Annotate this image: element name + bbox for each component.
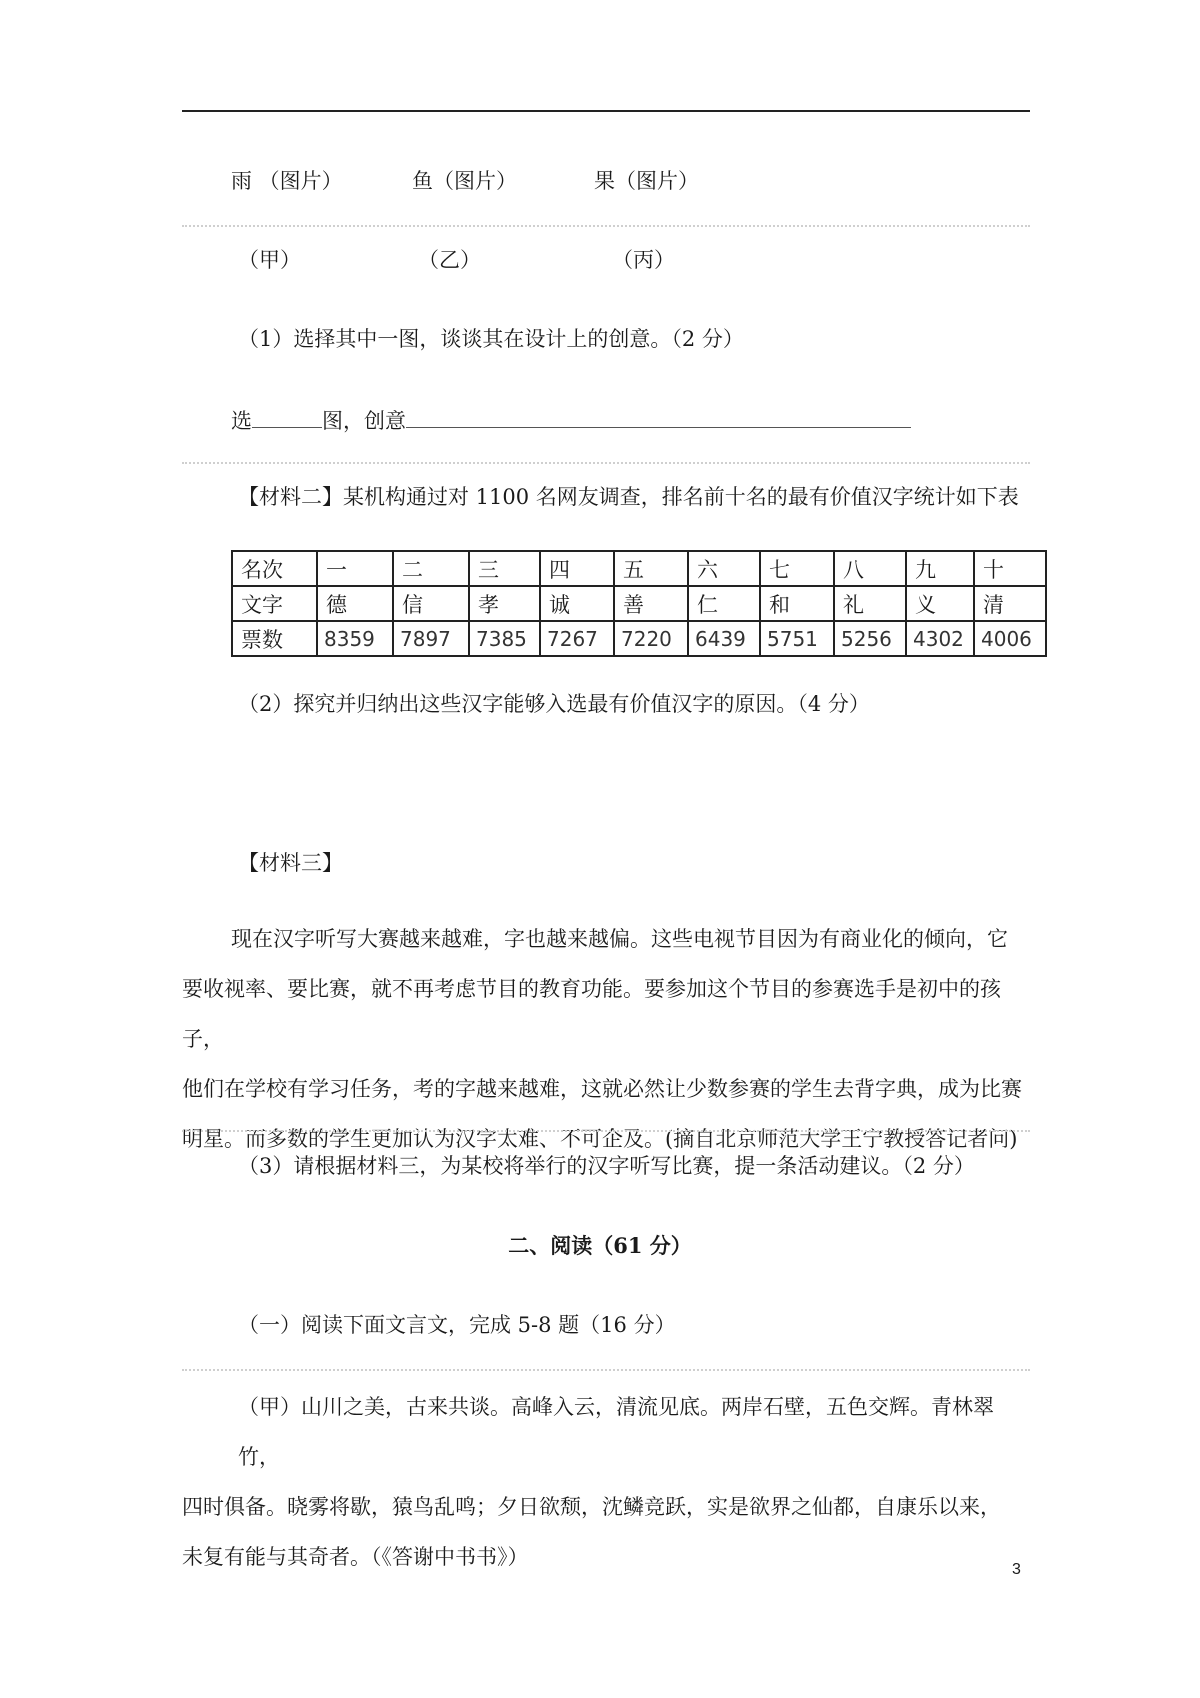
question-3: （3）请根据材料三，为某校将举行的汉字听写比赛，提一条活动建议。（2 分） bbox=[238, 1154, 975, 1178]
row-header: 票数 bbox=[232, 621, 317, 656]
dotted-divider bbox=[182, 1369, 1030, 1371]
image-caption-fish: 鱼（图片） bbox=[412, 169, 517, 193]
table-cell: 一 bbox=[317, 551, 393, 586]
header-rule bbox=[182, 110, 1030, 112]
table-cell: 八 bbox=[834, 551, 906, 586]
dotted-divider bbox=[182, 462, 1030, 464]
answer-mid-label: 图，创意 bbox=[322, 409, 406, 433]
passage-a bbox=[182, 1382, 1030, 1582]
answer-blank-choice[interactable] bbox=[252, 403, 322, 428]
table-cell: 义 bbox=[906, 586, 974, 621]
table-row bbox=[232, 621, 1046, 656]
table-cell: 七 bbox=[760, 551, 834, 586]
label-jia: （甲） bbox=[238, 248, 301, 272]
table-cell: 善 bbox=[614, 586, 688, 621]
table-cell: 二 bbox=[393, 551, 469, 586]
table-cell: 信 bbox=[393, 586, 469, 621]
table-cell: 仁 bbox=[688, 586, 760, 621]
table-cell: 五 bbox=[614, 551, 688, 586]
label-yi: （乙） bbox=[418, 248, 481, 272]
answer-select-label: 选 bbox=[231, 409, 252, 433]
material-3-title: 【材料三】 bbox=[238, 851, 343, 875]
material-2-intro: 【材料二】某机构通过对 1100 名网友调查，排名前十名的最有价值汉字统计如下表 bbox=[238, 485, 1019, 509]
image-caption-rain: 雨 （图片） bbox=[231, 169, 343, 193]
table-cell: 7897 bbox=[393, 621, 469, 656]
table-cell: 礼 bbox=[834, 586, 906, 621]
table-cell: 5751 bbox=[760, 621, 834, 656]
vote-table bbox=[231, 550, 1047, 657]
row-header: 文字 bbox=[232, 586, 317, 621]
table-cell: 清 bbox=[974, 586, 1046, 621]
material-3-line: 他们在学校有学习任务，考的字越来越难，这就必然让少数参赛的学生去背字典，成为比赛 bbox=[182, 1077, 1022, 1101]
table-cell: 诚 bbox=[540, 586, 614, 621]
material-3-line: 要收视率、要比赛，就不再考虑节目的教育功能。要参加这个节目的参赛选手是初中的孩子， bbox=[182, 977, 1001, 1051]
dotted-divider bbox=[182, 1130, 1030, 1132]
table-cell: 九 bbox=[906, 551, 974, 586]
material-3-line: 现在汉字听写大赛越来越难，字也越来越偏。这些电视节目因为有商业化的倾向，它 bbox=[231, 927, 1008, 951]
table-cell: 和 bbox=[760, 586, 834, 621]
table-cell: 十 bbox=[974, 551, 1046, 586]
table-cell: 孝 bbox=[469, 586, 540, 621]
table-cell: 4006 bbox=[974, 621, 1046, 656]
passage-a-line: 四时俱备。晓雾将歇，猿鸟乱鸣；夕日欲颓，沈鳞竞跃，实是欲界之仙都，自康乐以来， bbox=[182, 1495, 1001, 1519]
table-row bbox=[232, 586, 1046, 621]
dotted-divider bbox=[182, 225, 1030, 227]
reading-1-intro: （一）阅读下面文言文，完成 5-8 题（16 分） bbox=[238, 1313, 676, 1337]
table-cell: 8359 bbox=[317, 621, 393, 656]
material-3-text bbox=[182, 914, 1030, 1164]
answer-blank-idea[interactable] bbox=[406, 403, 911, 428]
table-cell: 6439 bbox=[688, 621, 760, 656]
section-heading: 二、阅读（61 分） bbox=[508, 1233, 692, 1258]
table-cell: 7267 bbox=[540, 621, 614, 656]
table-cell: 7385 bbox=[469, 621, 540, 656]
label-bing: （丙） bbox=[612, 248, 675, 272]
material-3-line: 明星。而多数的学生更加认为汉字太难、不可企及。(摘自北京师范大学王宁教授答记者问) bbox=[182, 1127, 1018, 1151]
question-2: （2）探究并归纳出这些汉字能够入选最有价值汉字的原因。（4 分） bbox=[238, 692, 870, 716]
table-cell: 5256 bbox=[834, 621, 906, 656]
passage-a-line: 未复有能与其奇者。（《答谢中书书》） bbox=[182, 1545, 529, 1569]
table-cell: 四 bbox=[540, 551, 614, 586]
table-cell: 7220 bbox=[614, 621, 688, 656]
image-caption-fruit: 果（图片） bbox=[594, 169, 699, 193]
table-cell: 4302 bbox=[906, 621, 974, 656]
table-row bbox=[232, 551, 1046, 586]
passage-a-line: （甲）山川之美，古来共谈。高峰入云，清流见底。两岸石壁，五色交辉。青林翠竹， bbox=[238, 1395, 994, 1469]
table-cell: 六 bbox=[688, 551, 760, 586]
question-1-answer-line bbox=[231, 403, 911, 436]
table-cell: 德 bbox=[317, 586, 393, 621]
question-1: （1）选择其中一图，谈谈其在设计上的创意。（2 分） bbox=[238, 327, 744, 351]
page-number: 3 bbox=[1012, 1561, 1021, 1578]
table-cell: 三 bbox=[469, 551, 540, 586]
row-header: 名次 bbox=[232, 551, 317, 586]
